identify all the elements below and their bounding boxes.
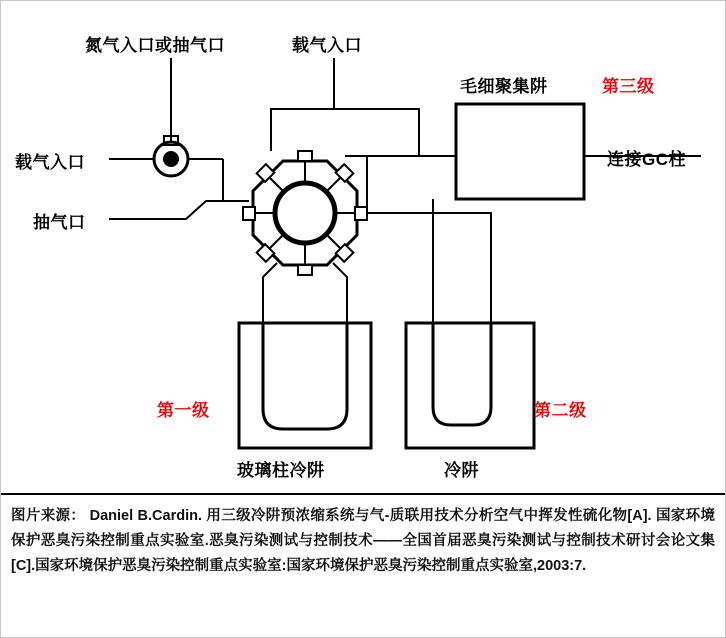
label-carrier-gas-top: 载气入口 xyxy=(292,36,362,55)
label-nitrogen-inlet: 氮气入口或抽气口 xyxy=(85,36,225,55)
label-stage-one: 第一级 xyxy=(157,401,210,420)
stage-two-dewar xyxy=(406,323,534,448)
stage-one-u-tube xyxy=(263,323,347,429)
label-stage-three: 第三级 xyxy=(602,77,655,96)
line-vacuum-port xyxy=(109,201,249,219)
label-glass-cold-trap: 玻璃柱冷阱 xyxy=(237,461,325,480)
diagram-area xyxy=(1,1,725,493)
label-carrier-gas-left: 载气入口 xyxy=(15,153,85,172)
label-stage-two: 第二级 xyxy=(534,401,587,420)
label-vacuum-port: 抽气口 xyxy=(33,213,86,232)
label-cold-trap: 冷阱 xyxy=(444,461,479,480)
line-valve-to-stage-two xyxy=(367,213,491,323)
figure-caption xyxy=(1,493,725,638)
line-valve-to-stage-one-right xyxy=(333,263,347,323)
rotary-valve-hub xyxy=(163,151,179,167)
label-gc-column: 连接GC柱 xyxy=(607,150,686,169)
label-capillary-trap: 毛细聚集阱 xyxy=(460,77,548,96)
line-carrier-gas-top xyxy=(271,109,334,151)
line-valve-to-stage-one-left xyxy=(263,263,277,323)
caption-text: 图片来源： Daniel B.Cardin. 用三级冷阱预浓缩系统与气-质联用技术分析空气中挥发性硫化物[A]. 国家环境保护恶臭污染控制重点实验室.恶臭污染测试与控制技术——全国首届恶臭污染测试与控制技术研讨会论文集[C].国家环境保护恶臭污染控制重点实验室:国家环境保护恶臭污染控制重点实验室,2003:7. xyxy=(11,508,715,574)
stage-two-u-tube xyxy=(433,323,491,425)
line-valve-to-block xyxy=(223,159,249,201)
capillary-trap-box xyxy=(456,104,584,199)
